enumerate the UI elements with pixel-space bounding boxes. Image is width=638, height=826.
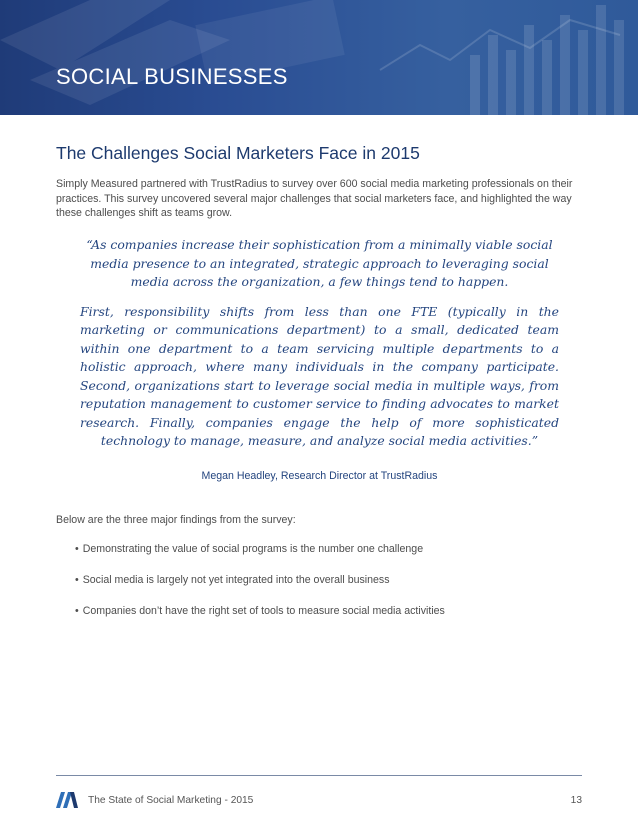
findings-intro: Below are the three major findings from the survey:	[56, 514, 296, 526]
simply-measured-logo-icon	[56, 792, 78, 808]
article-heading: The Challenges Social Marketers Face in 2015	[56, 143, 420, 163]
bullet-icon: •	[75, 605, 79, 617]
list-item	[75, 604, 445, 635]
banner-photo-overlay	[0, 0, 638, 115]
quote-paragraph-1: “As companies increase their sophistication from a minimally viable social media presence to an integrated, strategic approach to leveraging social media across the organization, a few things tend to happen.	[86, 237, 553, 289]
quote-attribution: Megan Headley, Research Director at TrustRadius	[201, 470, 438, 482]
footer-divider	[56, 775, 582, 776]
findings-list	[75, 542, 445, 635]
quote-paragraph-2: First, responsibility shifts from less than one FTE (typically in the marketing or communications department) to a small, dedicated team within one department to a team servicing multiple departments to a holistic approach, where many individuals in the company participate. Second, organizations start to leverage social media in multiple ways, from reputation management to customer service to finding advocates to market research. Finally, companies engage the help of more sophisticated technology to manage, measure, and analyze social media activities.”	[80, 303, 559, 448]
bullet-icon: •	[75, 543, 79, 555]
intro-paragraph: Simply Measured partnered with TrustRadius to survey over 600 social media marketing professionals on their practices. This survey uncovered several major challenges that social marketers face, and highlighted the way these challenges shift as teams grow.	[56, 178, 573, 220]
bullet-icon: •	[75, 574, 79, 586]
header-banner	[0, 0, 638, 115]
finding-text: Social media is largely not yet integrated into the overall business	[82, 574, 390, 586]
page-number: 13	[570, 795, 582, 806]
pull-quote	[80, 236, 559, 451]
finding-text: Demonstrating the value of social programs is the number one challenge	[82, 543, 424, 555]
list-item	[75, 542, 445, 573]
section-title: SOCIAL BUSINESSES	[56, 64, 288, 89]
finding-text: Companies don’t have the right set of tools to measure social media activities	[82, 605, 445, 617]
footer-document-title: The State of Social Marketing - 2015	[88, 795, 254, 806]
list-item	[75, 573, 445, 604]
